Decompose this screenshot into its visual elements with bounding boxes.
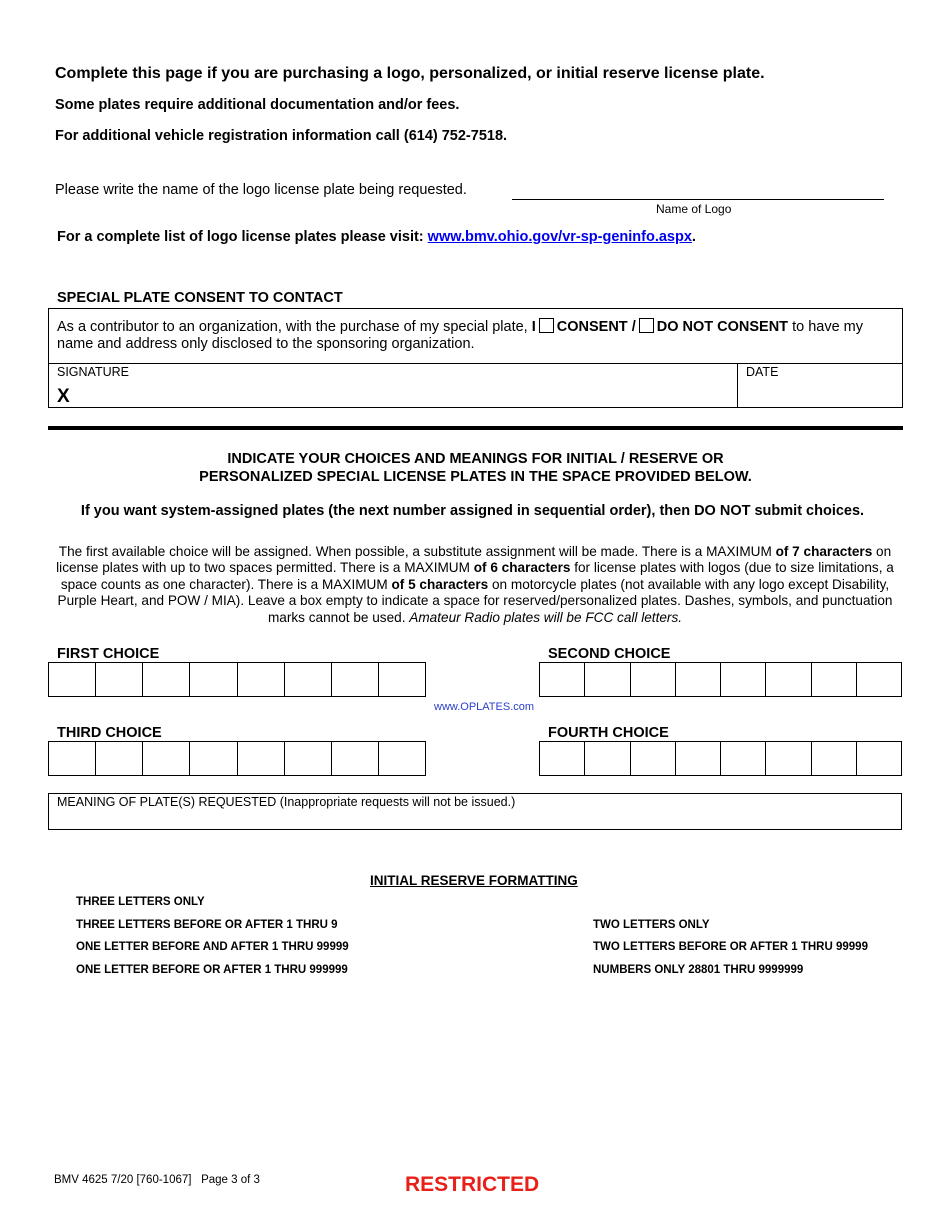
watermark-text: www.OPLATES.com — [434, 701, 535, 713]
character-box[interactable] — [721, 742, 766, 775]
character-box[interactable] — [285, 663, 332, 696]
character-box[interactable] — [721, 663, 766, 696]
second-choice-boxes — [539, 662, 902, 697]
instruction-heading: Complete this page if you are purchasing a logo, personalized, or initial reserve license plate. — [55, 65, 765, 82]
character-box[interactable] — [540, 742, 585, 775]
character-box[interactable] — [585, 742, 630, 775]
second-choice-label: SECOND CHOICE — [548, 646, 671, 662]
character-box[interactable] — [631, 742, 676, 775]
format-rule: TWO LETTERS ONLY — [593, 919, 710, 931]
character-box[interactable] — [812, 663, 857, 696]
meaning-field[interactable] — [48, 793, 902, 830]
character-box[interactable] — [143, 742, 190, 775]
consent-divider — [49, 363, 902, 364]
restricted-stamp: RESTRICTED — [405, 1173, 540, 1196]
page-number: Page 3 of 3 — [201, 1174, 260, 1186]
character-box[interactable] — [812, 742, 857, 775]
character-box[interactable] — [766, 742, 811, 775]
character-box[interactable] — [379, 663, 425, 696]
signature-mark: X — [57, 386, 70, 407]
character-box[interactable] — [676, 742, 721, 775]
formatting-title: INITIAL RESERVE FORMATTING — [370, 873, 578, 888]
character-box[interactable] — [190, 663, 237, 696]
system-assigned-note: If you want system-assigned plates (the next number assigned in sequential order), then DO NOT submit choices. — [80, 503, 865, 519]
character-box[interactable] — [49, 742, 96, 775]
signature-field[interactable] — [79, 373, 729, 405]
format-rule: THREE LETTERS BEFORE OR AFTER 1 THRU 9 — [76, 919, 338, 931]
logo-name-field[interactable] — [512, 184, 884, 200]
choices-instructions: The first available choice will be assigned. When possible, a substitute assignment will be made. There is a MAXIMUM of 7 characters on license plates with up to two spaces permitted. There is a MAXIMUM of 6 characters for license plates with logos (due to size limitations, a space counts as one character). There is a MAXIMUM of 5 characters on motorcycle plates (not available with any logo except Disability, Purple Heart, and POW / MIA). Leave a box empty to indicate a space for reserved/personalized plates. Dashes, symbols, and punctuation marks cannot be used. Amateur Radio plates will be FCC call letters. — [56, 544, 894, 625]
consent-statement: As a contributor to an organization, with the purchase of my special plate, I CONSENT / DO NOT CONSENT to have my name and address only disclosed to the sponsoring organization. — [57, 319, 863, 352]
character-box[interactable] — [49, 663, 96, 696]
character-box[interactable] — [332, 742, 379, 775]
character-box[interactable] — [285, 742, 332, 775]
consent-box — [48, 308, 903, 408]
character-box[interactable] — [857, 663, 901, 696]
meaning-label: MEANING OF PLATE(S) REQUESTED (Inappropriate requests will not be issued.) — [57, 795, 516, 809]
format-rule: TWO LETTERS BEFORE OR AFTER 1 THRU 99999 — [593, 941, 868, 953]
third-choice-boxes — [48, 741, 426, 776]
character-box[interactable] — [96, 663, 143, 696]
character-box[interactable] — [332, 663, 379, 696]
form-id: BMV 4625 7/20 [760-1067] Page 3 of 3 — [54, 1174, 260, 1186]
format-rule: NUMBERS ONLY 28801 THRU 9999999 — [593, 964, 804, 976]
format-rule: ONE LETTER BEFORE AND AFTER 1 THRU 99999 — [76, 941, 349, 953]
character-box[interactable] — [585, 663, 630, 696]
date-label: DATE — [746, 365, 779, 379]
character-box[interactable] — [143, 663, 190, 696]
documentation-note: Some plates require additional documentation and/or fees. — [55, 97, 460, 113]
character-box[interactable] — [631, 663, 676, 696]
phone-note: For additional vehicle registration information call (614) 752-7518. — [55, 128, 508, 144]
fourth-choice-label: FOURTH CHOICE — [548, 725, 669, 741]
third-choice-label: THIRD CHOICE — [57, 725, 162, 741]
format-rule: ONE LETTER BEFORE OR AFTER 1 THRU 999999 — [76, 964, 348, 976]
logo-name-caption: Name of Logo — [656, 202, 732, 216]
fourth-choice-boxes — [539, 741, 902, 776]
character-box[interactable] — [379, 742, 425, 775]
character-box[interactable] — [540, 663, 585, 696]
first-choice-label: FIRST CHOICE — [57, 646, 160, 662]
character-box[interactable] — [238, 742, 285, 775]
choices-heading: INDICATE YOUR CHOICES AND MEANINGS FOR INITIAL / RESERVE OR PERSONALIZED SPECIAL LICENSE PLATES IN THE SPACE PROVIDED BELOW. — [199, 451, 752, 485]
do-not-consent-checkbox[interactable] — [639, 318, 654, 333]
character-box[interactable] — [190, 742, 237, 775]
consent-checkbox[interactable] — [539, 318, 554, 333]
date-field[interactable] — [741, 381, 899, 405]
logo-prompt: Please write the name of the logo license plate being requested. — [55, 182, 467, 198]
character-box[interactable] — [857, 742, 901, 775]
date-divider — [737, 363, 738, 408]
section-divider — [48, 426, 903, 430]
character-box[interactable] — [766, 663, 811, 696]
first-choice-boxes — [48, 662, 426, 697]
character-box[interactable] — [238, 663, 285, 696]
character-box[interactable] — [676, 663, 721, 696]
signature-label: SIGNATURE — [57, 365, 129, 379]
logo-list-note: For a complete list of logo license plates please visit: www.bmv.ohio.gov/vr-sp-geninfo.aspx. — [57, 229, 696, 245]
logo-list-link[interactable]: www.bmv.ohio.gov/vr-sp-geninfo.aspx — [427, 229, 692, 245]
character-box[interactable] — [96, 742, 143, 775]
format-rule: THREE LETTERS ONLY — [76, 896, 205, 908]
consent-title: SPECIAL PLATE CONSENT TO CONTACT — [57, 290, 343, 306]
